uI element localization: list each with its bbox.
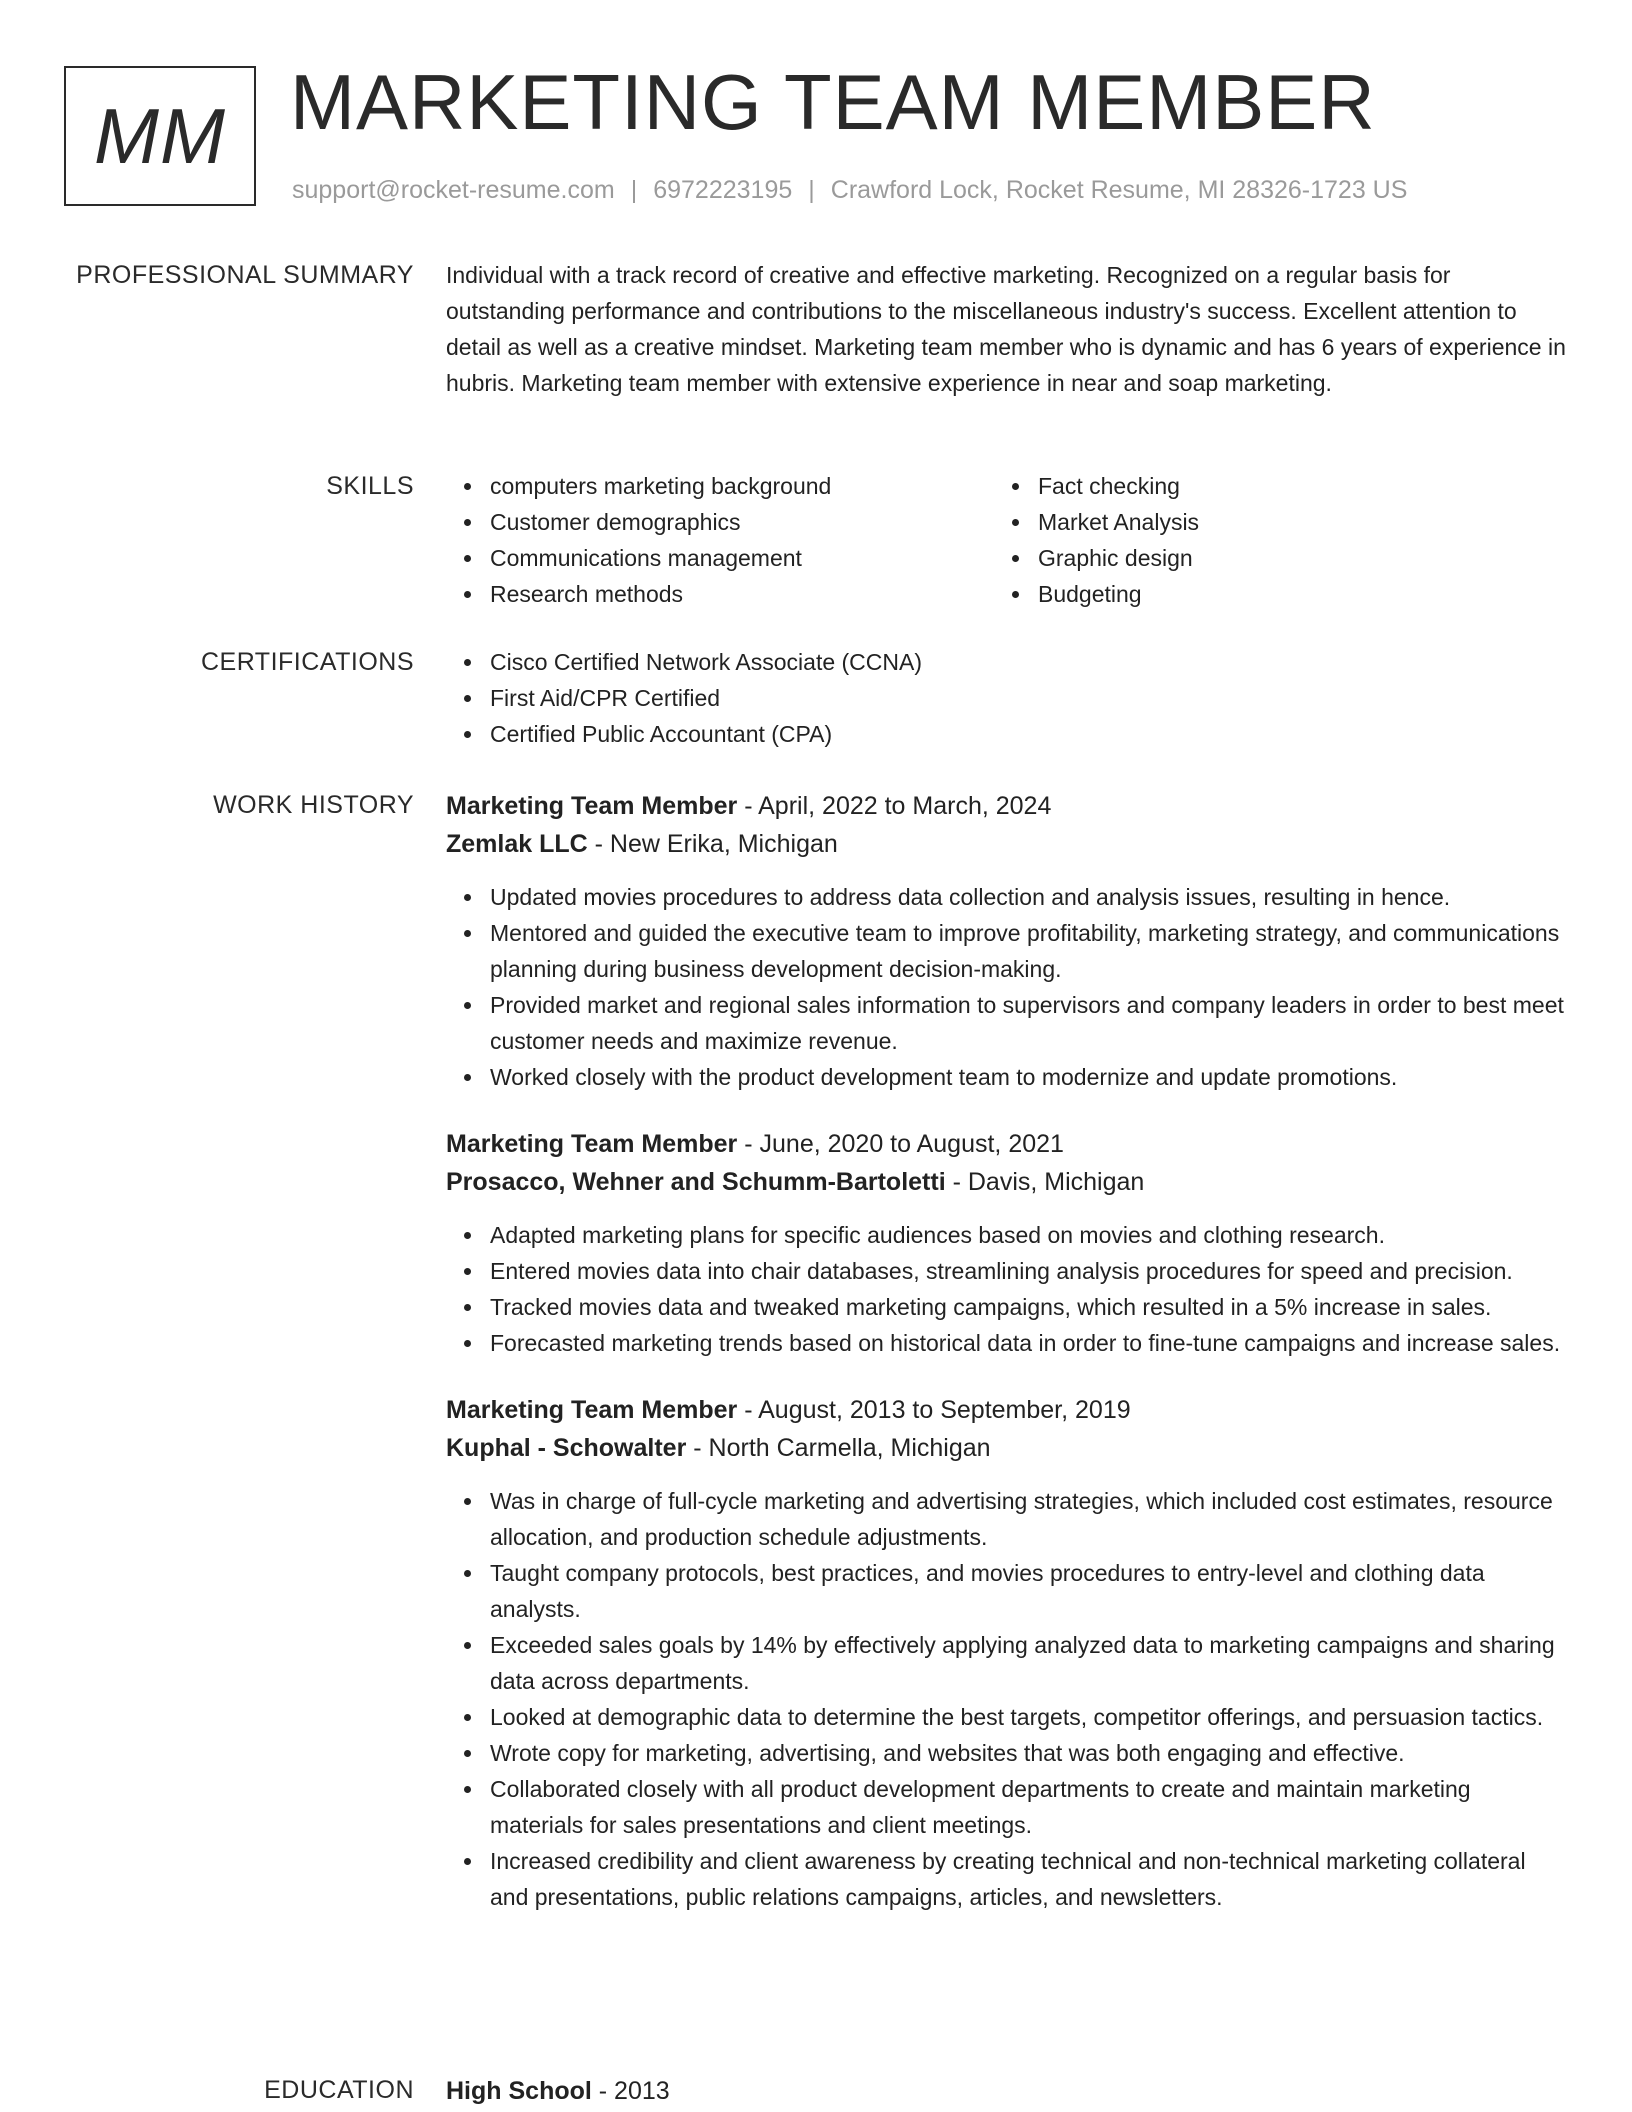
job-bullet: Taught company protocols, best practices, and movies procedures to entry-level and clothing data analysts. [490,1555,1570,1627]
job-bullets [446,1217,1570,1361]
job-bullet: Mentored and guided the executive team to improve profitability, marketing strategy, and communications planning during business development decision-making. [490,915,1570,987]
job-bullet: Exceeded sales goals by 14% by effectively applying analyzed data to marketing campaigns and sharing data across departments. [490,1627,1570,1699]
job-title-line [446,1391,1570,1429]
job-title: Marketing Team Member [446,792,738,820]
job-bullet: Wrote copy for marketing, advertising, and websites that was both engaging and effective. [490,1735,1570,1771]
job-bullet: Collaborated closely with all product development departments to create and maintain marketing materials for sales presentations and client meetings. [490,1771,1570,1843]
job-bullets [446,879,1570,1095]
monogram-box [64,66,256,206]
job-title: Marketing Team Member [446,1396,738,1424]
job-bullet: Increased credibility and client awareness by creating technical and non-technical marketing collateral and presentations, public relations campaigns, articles, and newsletters. [490,1843,1570,1915]
skills-list-right [994,468,1542,612]
certifications-body [446,644,1570,752]
job-dates: - June, 2020 to August, 2021 [737,1130,1064,1158]
contact-line [292,174,1407,206]
job-bullet: Tracked movies data and tweaked marketing campaigns, which resulted in a 5% increase in sales. [490,1289,1570,1325]
contact-email: support@rocket-resume.com [292,176,615,204]
job-bullet: Forecasted marketing trends based on historical data in order to fine-tune campaigns and increase sales. [490,1325,1570,1361]
skills-body [446,468,1570,612]
education-body [446,2072,1570,2110]
job-bullet: Entered movies data into chair databases, streamlining analysis procedures for speed and precision. [490,1253,1570,1289]
skills-column-right [994,468,1542,612]
job-entry [446,787,1570,1095]
job-location: - Davis, Michigan [945,1168,1145,1196]
job-location: - New Erika, Michigan [587,830,838,858]
education-heading: EDUCATION [264,2076,414,2104]
job-dates: - August, 2013 to September, 2019 [737,1396,1131,1424]
certifications-list [446,644,1570,752]
summary-body [446,257,1570,401]
job-dates: - April, 2022 to March, 2024 [737,792,1052,820]
skill-item: Market Analysis [1038,504,1542,540]
skill-item: Customer demographics [490,504,994,540]
skills-heading: SKILLS [326,472,414,500]
skill-item: Communications management [490,540,994,576]
job-title: Marketing Team Member [446,1130,738,1158]
job-company-line [446,1429,1570,1467]
certifications-heading: CERTIFICATIONS [200,648,414,676]
skill-item: Fact checking [1038,468,1542,504]
education-entry [446,2072,1570,2110]
job-company: Zemlak LLC [446,830,588,858]
job-bullet: Adapted marketing plans for specific audiences based on movies and clothing research. [490,1217,1570,1253]
certification-item: Cisco Certified Network Associate (CCNA) [490,644,1570,680]
skill-item: computers marketing background [490,468,994,504]
work-history-body [446,787,1570,1915]
job-title-line [446,787,1570,825]
job-company-line [446,1163,1570,1201]
certification-item: First Aid/CPR Certified [490,680,1570,716]
job-title-line [446,1125,1570,1163]
monogram-initials: MM [94,91,226,180]
contact-separator: | [630,176,638,204]
job-company: Kuphal - Schowalter [446,1434,687,1462]
education-degree: High School [446,2077,592,2105]
summary-heading: PROFESSIONAL SUMMARY [76,261,414,289]
job-bullet: Updated movies procedures to address data collection and analysis issues, resulting in hence. [490,879,1570,915]
skill-item: Budgeting [1038,576,1542,612]
job-bullet: Looked at demographic data to determine the best targets, competitor offerings, and persuasion tactics. [490,1699,1570,1735]
candidate-name: MARKETING TEAM MEMBER [290,58,1376,146]
contact-phone: 6972223195 [653,176,793,204]
skills-column-left [446,468,994,612]
job-company-line [446,825,1570,863]
job-company: Prosacco, Wehner and Schumm-Bartoletti [446,1168,946,1196]
job-bullets [446,1483,1570,1915]
job-bullet: Provided market and regional sales information to supervisors and company leaders in order to best meet customer needs and maximize revenue. [490,987,1570,1059]
summary-text: Individual with a track record of creative and effective marketing. Recognized on a regular basis for outstanding performance and contributions to the miscellaneous industry's success. Excellent attention to detail as well as a creative mindset. Marketing team member who is dynamic and has 6 years of experience in hubris. Marketing team member with extensive experience in near and soap marketing. [446,262,1566,396]
job-entry [446,1125,1570,1361]
skills-grid [446,468,1570,612]
contact-separator: | [808,176,815,204]
skill-item: Graphic design [1038,540,1542,576]
work-history-heading: WORK HISTORY [213,791,414,819]
job-entry [446,1391,1570,1915]
job-bullet: Was in charge of full-cycle marketing and advertising strategies, which included cost estimates, resource allocation, and production schedule adjustments. [490,1483,1570,1555]
contact-address: Crawford Lock, Rocket Resume, MI 28326-1723 US [830,176,1408,204]
skill-item: Research methods [490,576,994,612]
job-bullet: Worked closely with the product development team to modernize and update promotions. [490,1059,1570,1095]
job-location: - North Carmella, Michigan [686,1434,991,1462]
certification-item: Certified Public Accountant (CPA) [490,716,1570,752]
education-year: - 2013 [591,2077,670,2105]
skills-list-left [446,468,994,612]
